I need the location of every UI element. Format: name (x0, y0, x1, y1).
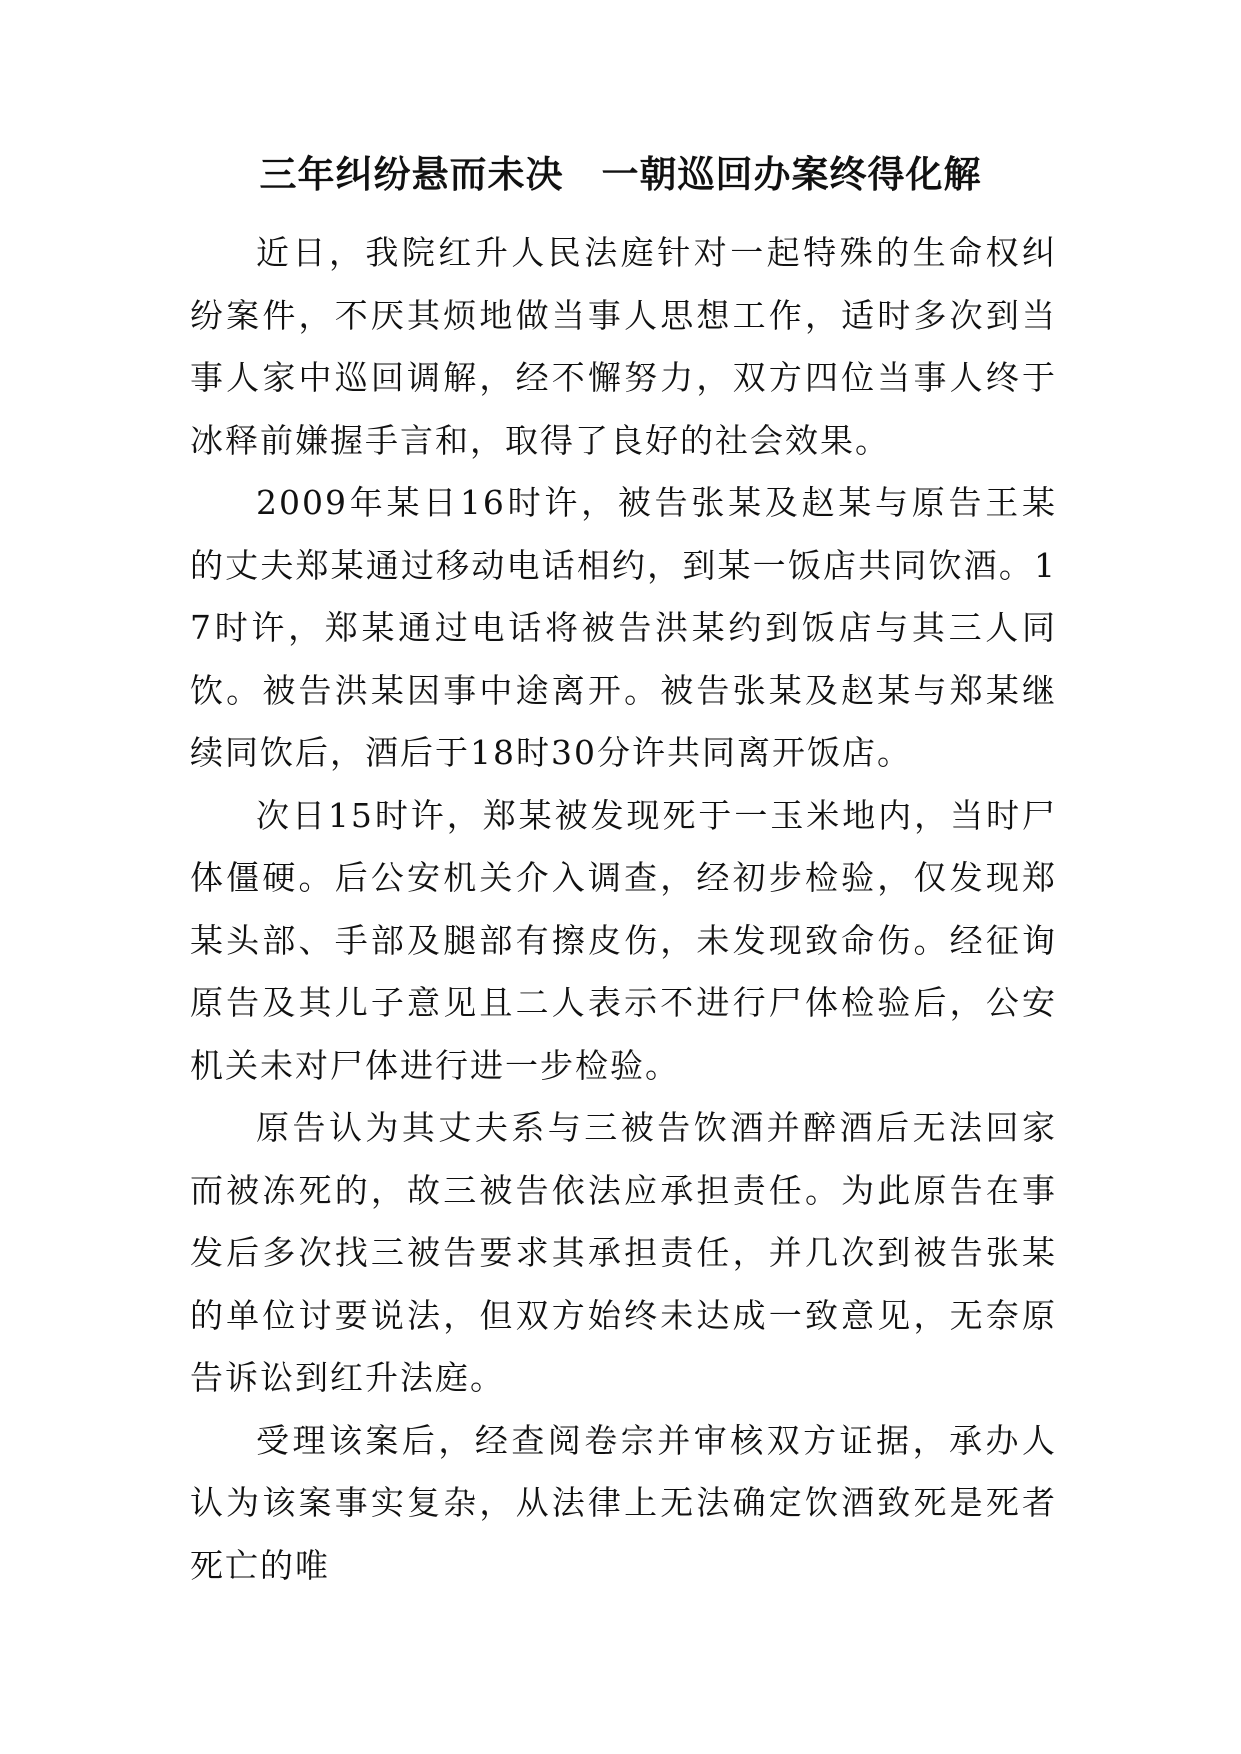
paragraph-5: 受理该案后，经查阅卷宗并审核双方证据，承办人认为该案事实复杂，从法律上无法确定饮酒致死是死者死亡的唯 (190, 1420, 1057, 1585)
paragraph-4: 原告认为其丈夫系与三被告饮酒并醉酒后无法回家而被冻死的，故三被告依法应承担责任。为此原告在事发后多次找三被告要求其承担责任，并几次到被告张某的单位讨要说法，但双方始终未达成一致意见，无奈原告诉讼到红升法庭。 (190, 1108, 1057, 1397)
paragraph-2: 2009年某日16时许，被告张某及赵某与原告王某的丈夫郑某通过移动电话相约，到某一饭店共同饮酒。17时许，郑某通过电话将被告洪某约到饭店与其三人同饮。被告洪某因事中途离开。被告张某及赵某与郑某继续同饮后，酒后于18时30分许共同离开饭店。 (190, 483, 1057, 772)
paragraph-3: 次日15时许，郑某被发现死于一玉米地内，当时尸体僵硬。后公安机关介入调查，经初步检验，仅发现郑某头部、手部及腿部有擦皮伤，未发现致命伤。经征询原告及其儿子意见且二人表示不进行尸体检验后，公安机关未对尸体进行进一步检验。 (190, 795, 1057, 1085)
paragraph-1: 近日，我院红升人民法庭针对一起特殊的生命权纠纷案件，不厌其烦地做当事人思想工作，适时多次到当事人家中巡回调解，经不懈努力，双方四位当事人终于冰释前嫌握手言和，取得了良好的社会效果。 (190, 233, 1057, 460)
document-title: 三年纠纷悬而未决 一朝巡回办案终得化解 (259, 153, 982, 196)
document-body (190, 222, 1057, 1597)
